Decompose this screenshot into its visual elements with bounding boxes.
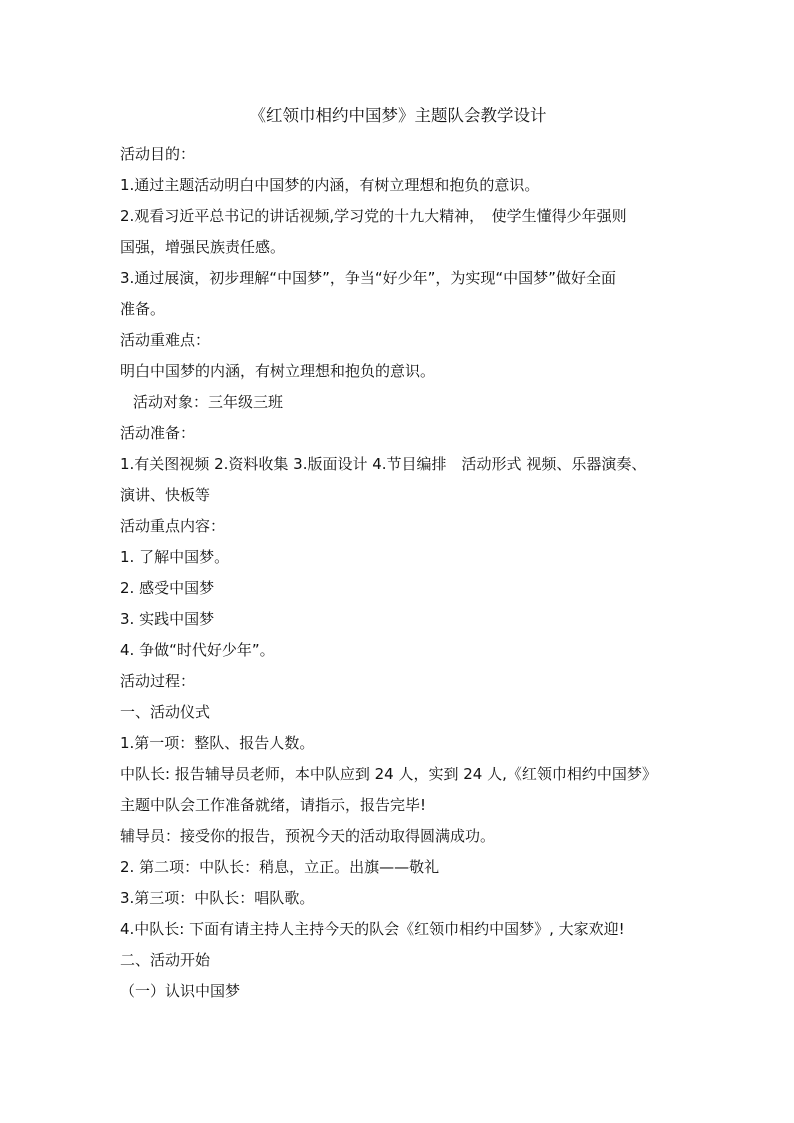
paragraph-line: 4.中队长: 下面有请主持人主持今天的队会《红领巾相约中国梦》, 大家欢迎!	[120, 920, 625, 938]
paragraph-line: 主题中队会工作准备就绪，请指示，报告完毕!	[120, 796, 427, 814]
paragraph-line: 3.第三项：中队长：唱队歌。	[120, 889, 315, 907]
paragraph-line: 1.通过主题活动明白中国梦的内涵，有树立理想和抱负的意识。	[120, 176, 540, 194]
list-item: 4. 争做“时代好少年”。	[120, 641, 275, 659]
paragraph-line: 1.第一项：整队、报告人数。	[120, 734, 315, 752]
section-heading-purpose: 活动目的：	[120, 145, 196, 163]
section-heading-key-points: 活动重难点：	[120, 331, 211, 349]
section-heading-preparation: 活动准备：	[120, 424, 196, 442]
paragraph-line: 2. 第二项：中队长：稍息，立正。出旗——敬礼	[120, 858, 440, 876]
subsection-heading: 二、活动开始	[120, 951, 211, 969]
section-heading-content: 活动重点内容：	[120, 517, 226, 535]
paragraph-line: 演讲、快板等	[120, 486, 211, 504]
paragraph-line: 3.通过展演，初步理解“中国梦”，争当“好少年”，为实现“中国梦”做好全面	[120, 269, 616, 287]
paragraph-line-target: 活动对象：三年级三班	[133, 393, 284, 411]
list-item: 2. 感受中国梦	[120, 579, 215, 597]
subsection-heading-item: （一）认识中国梦	[120, 982, 241, 1000]
subsection-heading: 一、活动仪式	[120, 703, 211, 721]
paragraph-line: 中队长: 报告辅导员老师，本中队应到 24 人，实到 24 人,《红领巾相约中国梦》	[120, 765, 657, 783]
paragraph-line: 辅导员：接受你的报告，预祝今天的活动取得圆满成功。	[120, 827, 496, 845]
list-item: 1. 了解中国梦。	[120, 548, 230, 566]
document-title: 《红领巾相约中国梦》主题队会教学设计	[249, 106, 547, 125]
paragraph-line: 1.有关图视频 2.资料收集 3.版面设计 4.节目编排 活动形式 视频、乐器演奏、	[120, 455, 647, 473]
list-item: 3. 实践中国梦	[120, 610, 215, 628]
paragraph-line: 2.观看习近平总书记的讲话视频,学习党的十九大精神， 使学生懂得少年强则	[120, 207, 627, 225]
paragraph-line: 准备。	[120, 300, 166, 318]
paragraph-line: 国强，增强民族责任感。	[120, 238, 286, 256]
paragraph-line: 明白中国梦的内涵，有树立理想和抱负的意识。	[120, 362, 436, 380]
section-heading-process: 活动过程：	[120, 672, 196, 690]
